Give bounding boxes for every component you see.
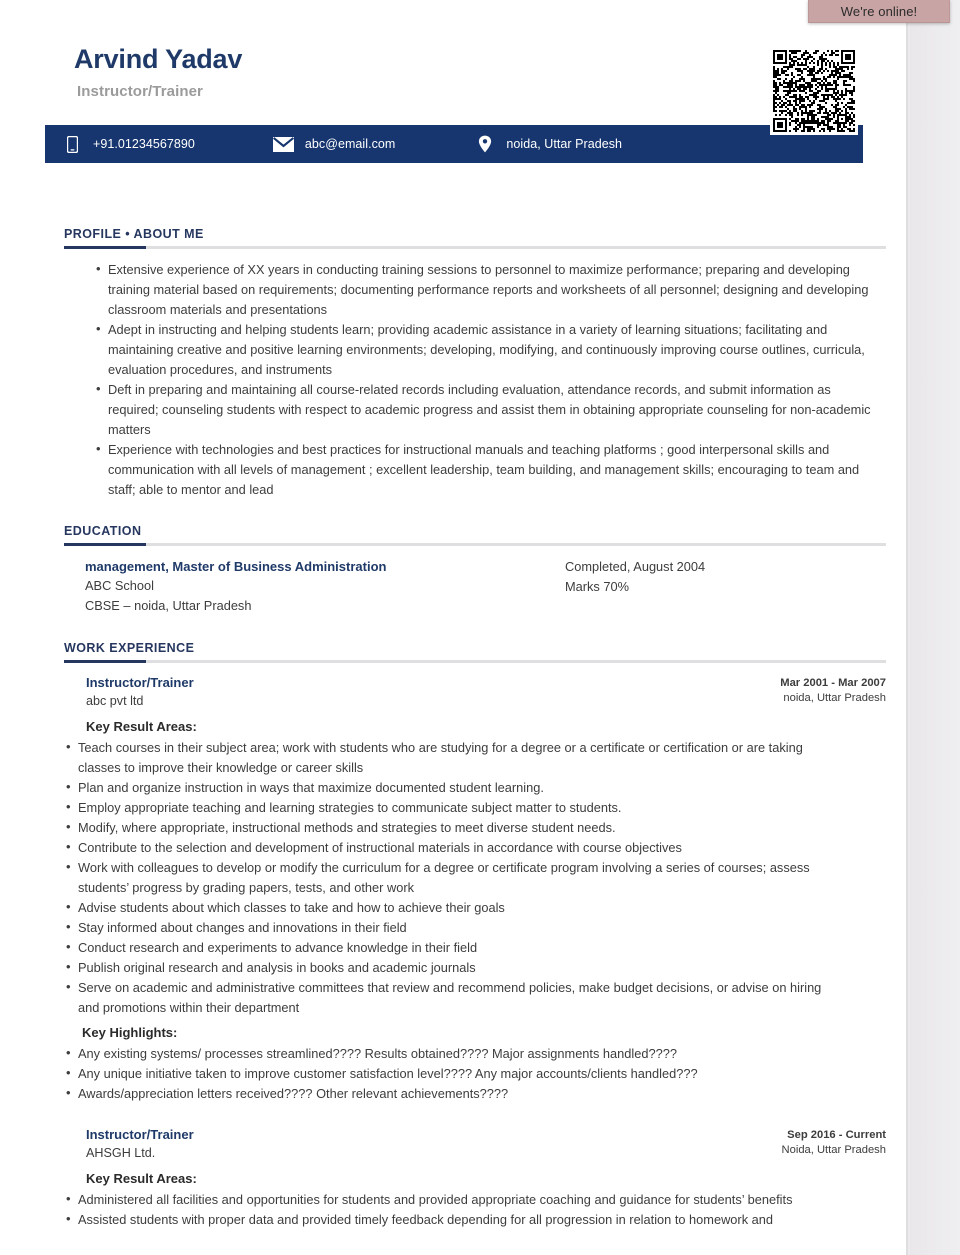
work-heading: WORK EXPERIENCE: [64, 641, 195, 655]
contact-location[interactable]: [472, 125, 622, 163]
page-title: Arvind Yadav: [74, 44, 243, 74]
qr-code-image: [773, 50, 855, 132]
job-location: Noida, Uttar Pradesh: [781, 1144, 886, 1156]
highlight-bullet: • Any existing systems/ processes streamlined???? Results obtained???? Major assignments handled????: [64, 1044, 834, 1064]
job-bullet: • Advise students about which classes to take and how to achieve their goals: [64, 898, 826, 918]
job-title: Instructor/Trainer: [86, 1127, 194, 1142]
job-company: abc pvt ltd: [86, 694, 144, 708]
job-bullet: • Stay informed about changes and innovations in their field: [64, 918, 826, 938]
job-bullet: • Assisted students with proper data and provided timely feedback depending for all progression in relation to homework and: [64, 1210, 826, 1230]
job-title: Instructor/Trainer: [86, 675, 194, 690]
qr-code: [770, 47, 858, 135]
job-dates: Sep 2016 - Current: [787, 1129, 886, 1141]
profile-bullet: • Deft in preparing and maintaining all course-related records including evaluation, attendance records, and submit information as required; counseling students with respect to academic progress and assist them in obtaining appropriate counseling for non-academic matters: [94, 380, 884, 440]
job-header-left: [86, 674, 194, 711]
chat-widget-label: We're online!: [840, 3, 918, 19]
envelope-icon: [271, 137, 297, 152]
page-background-shade: [910, 0, 960, 1255]
job-bullet: • Contribute to the selection and development of instructional materials in accordance with course objectives: [64, 838, 826, 858]
profile-bullet: • Adept in instructing and helping students learn; providing academic assistance in a variety of learning situations; facilitating and maintaining creative and positive learning environments; developing, modifying, and continuously improving course outlines, curricula, evaluation procedures, and instruments: [94, 320, 884, 380]
contact-phone-text: +91.01234567890: [93, 137, 195, 151]
contact-location-text: noida, Uttar Pradesh: [506, 137, 623, 151]
work-experience-section: [64, 641, 886, 1230]
job-list: [64, 674, 886, 1230]
job-bullet: • Teach courses in their subject area; work with students who are studying for a degree or a certificate or certification or are taking classes to improve their knowledge or career skills: [64, 738, 826, 778]
education-status: Completed, August 2004: [565, 559, 706, 574]
profile-rule: [64, 246, 886, 249]
highlight-bullet: • Awards/appreciation letters received???? Other relevant achievements????: [64, 1084, 834, 1104]
chat-widget[interactable]: [808, 0, 950, 23]
job-bullet: • Administered all facilities and opportunities for students and provided appropriate coaching and guidance for students’ benefits: [64, 1190, 826, 1210]
education-entry-list: [64, 557, 886, 616]
job-entry: [64, 674, 886, 1104]
education-board: CBSE – noida, Uttar Pradesh: [85, 598, 252, 613]
education-marks: Marks 70%: [565, 579, 630, 594]
job-bullet: • Plan and organize instruction in ways that maximize documented student learning.: [64, 778, 826, 798]
job-dates: Mar 2001 - Mar 2007: [780, 677, 886, 689]
job-bullet: • Work with colleagues to develop or modify the curriculum for a degree or certificate program involving a series of courses; assess students’ progress by grading papers, tests, and other work: [64, 858, 826, 898]
phone-icon: [59, 136, 85, 153]
key-result-areas-label: Key Result Areas:: [86, 719, 197, 734]
education-school: ABC School: [85, 578, 154, 593]
job-bullet: • Publish original research and analysis in books and academic journals: [64, 958, 826, 978]
education-entry-left: [85, 557, 565, 616]
job-bullet: • Conduct research and experiments to advance knowledge in their field: [64, 938, 826, 958]
job-company: AHSGH Ltd.: [86, 1146, 156, 1160]
job-bullet: • Serve on academic and administrative committees that review and recommend policies, make budget decisions, or advise on hiring and promotions within their department: [64, 978, 826, 1018]
profile-bullet-list: [94, 260, 884, 500]
highlight-bullet: • Any unique initiative taken to improve customer satisfaction level???? Any major accounts/clients handled???: [64, 1064, 834, 1084]
map-pin-icon: [472, 135, 498, 153]
profile-bullet: • Extensive experience of XX years in conducting training sessions to personnel to maximize performance; preparing and developing training material based on requirements; documenting performance reports and worksheets of all personnel; designing and developing classroom materials and presentations: [94, 260, 884, 320]
education-section: [64, 524, 886, 616]
job-meta: [782, 1126, 886, 1158]
profile-heading: PROFILE • ABOUT ME: [64, 227, 204, 241]
education-heading: EDUCATION: [64, 524, 142, 538]
resume-header: [0, 0, 906, 105]
education-entry: [85, 557, 886, 616]
key-result-areas-label: Key Result Areas:: [86, 1171, 197, 1186]
job-meta: [780, 674, 886, 706]
education-degree: management, Master of Business Administration: [85, 559, 387, 574]
header-job-title: Instructor/Trainer: [77, 83, 203, 101]
job-bullet: • Employ appropriate teaching and learning strategies to communicate subject matter to students.: [64, 798, 826, 818]
job-header-left: [86, 1126, 194, 1163]
job-entry: [64, 1126, 886, 1230]
contact-bar: [45, 125, 863, 163]
job-location: noida, Uttar Pradesh: [783, 692, 886, 704]
contact-email-text: abc@email.com: [304, 137, 396, 151]
profile-bullet: • Experience with technologies and best practices for instructional manuals and teaching platforms ; good interpersonal skills and communication with all levels of management ; excellent leadership, team building, and management skills; encouraging to team and staff; able to mentor and lead: [94, 440, 884, 500]
profile-section: [64, 227, 886, 500]
job-bullet: • Modify, where appropriate, instructional methods and strategies to meet diverse student needs.: [64, 818, 826, 838]
work-rule: [64, 660, 886, 663]
key-result-areas-list: [64, 1190, 826, 1230]
education-entry-right: [565, 557, 705, 616]
key-highlights-label: Key Highlights:: [82, 1025, 178, 1040]
education-rule: [64, 543, 886, 546]
contact-email[interactable]: [271, 125, 395, 163]
contact-phone[interactable]: [59, 125, 195, 163]
job-header: [86, 1126, 886, 1163]
key-result-areas-list: [64, 738, 826, 1018]
job-header: [86, 674, 886, 711]
key-highlights-list: [64, 1044, 834, 1104]
